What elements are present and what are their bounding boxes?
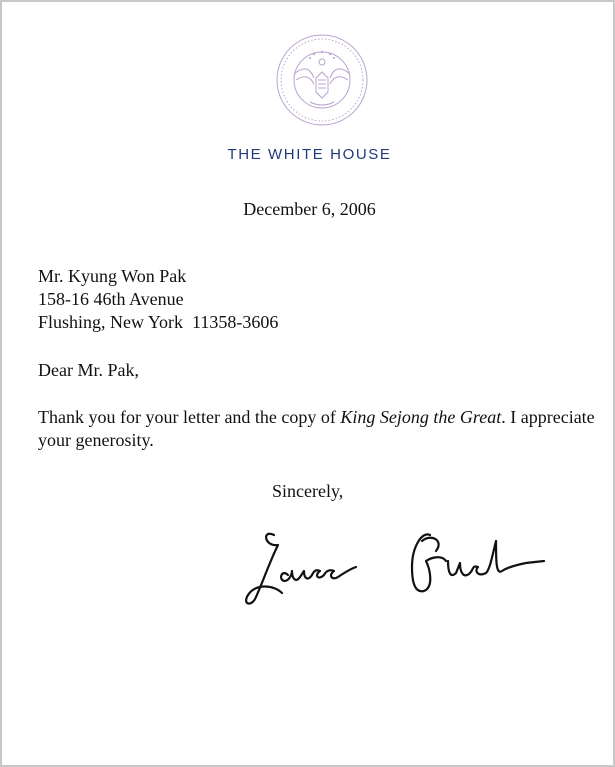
presidential-seal-icon — [274, 32, 370, 128]
body-text-part1: Thank you for your letter and the copy of — [38, 407, 341, 427]
recipient-street: 158-16 46th Avenue — [38, 289, 184, 309]
closing: Sincerely, — [272, 481, 344, 501]
salutation: Dear Mr. Pak, — [38, 360, 139, 380]
recipient-name: Mr. Kyung Won Pak — [38, 266, 187, 286]
letterhead-title: THE WHITE HOUSE — [227, 146, 392, 163]
book-title: King Sejong the Great — [340, 407, 502, 427]
signature — [234, 517, 564, 617]
recipient-address — [38, 265, 278, 334]
body-text-part2: . I appreciate your generosity. — [38, 407, 595, 450]
letter-body — [38, 406, 598, 452]
letter-date: December 6, 2006 — [243, 199, 376, 219]
recipient-city: Flushing, New York 11358-3606 — [38, 312, 279, 332]
